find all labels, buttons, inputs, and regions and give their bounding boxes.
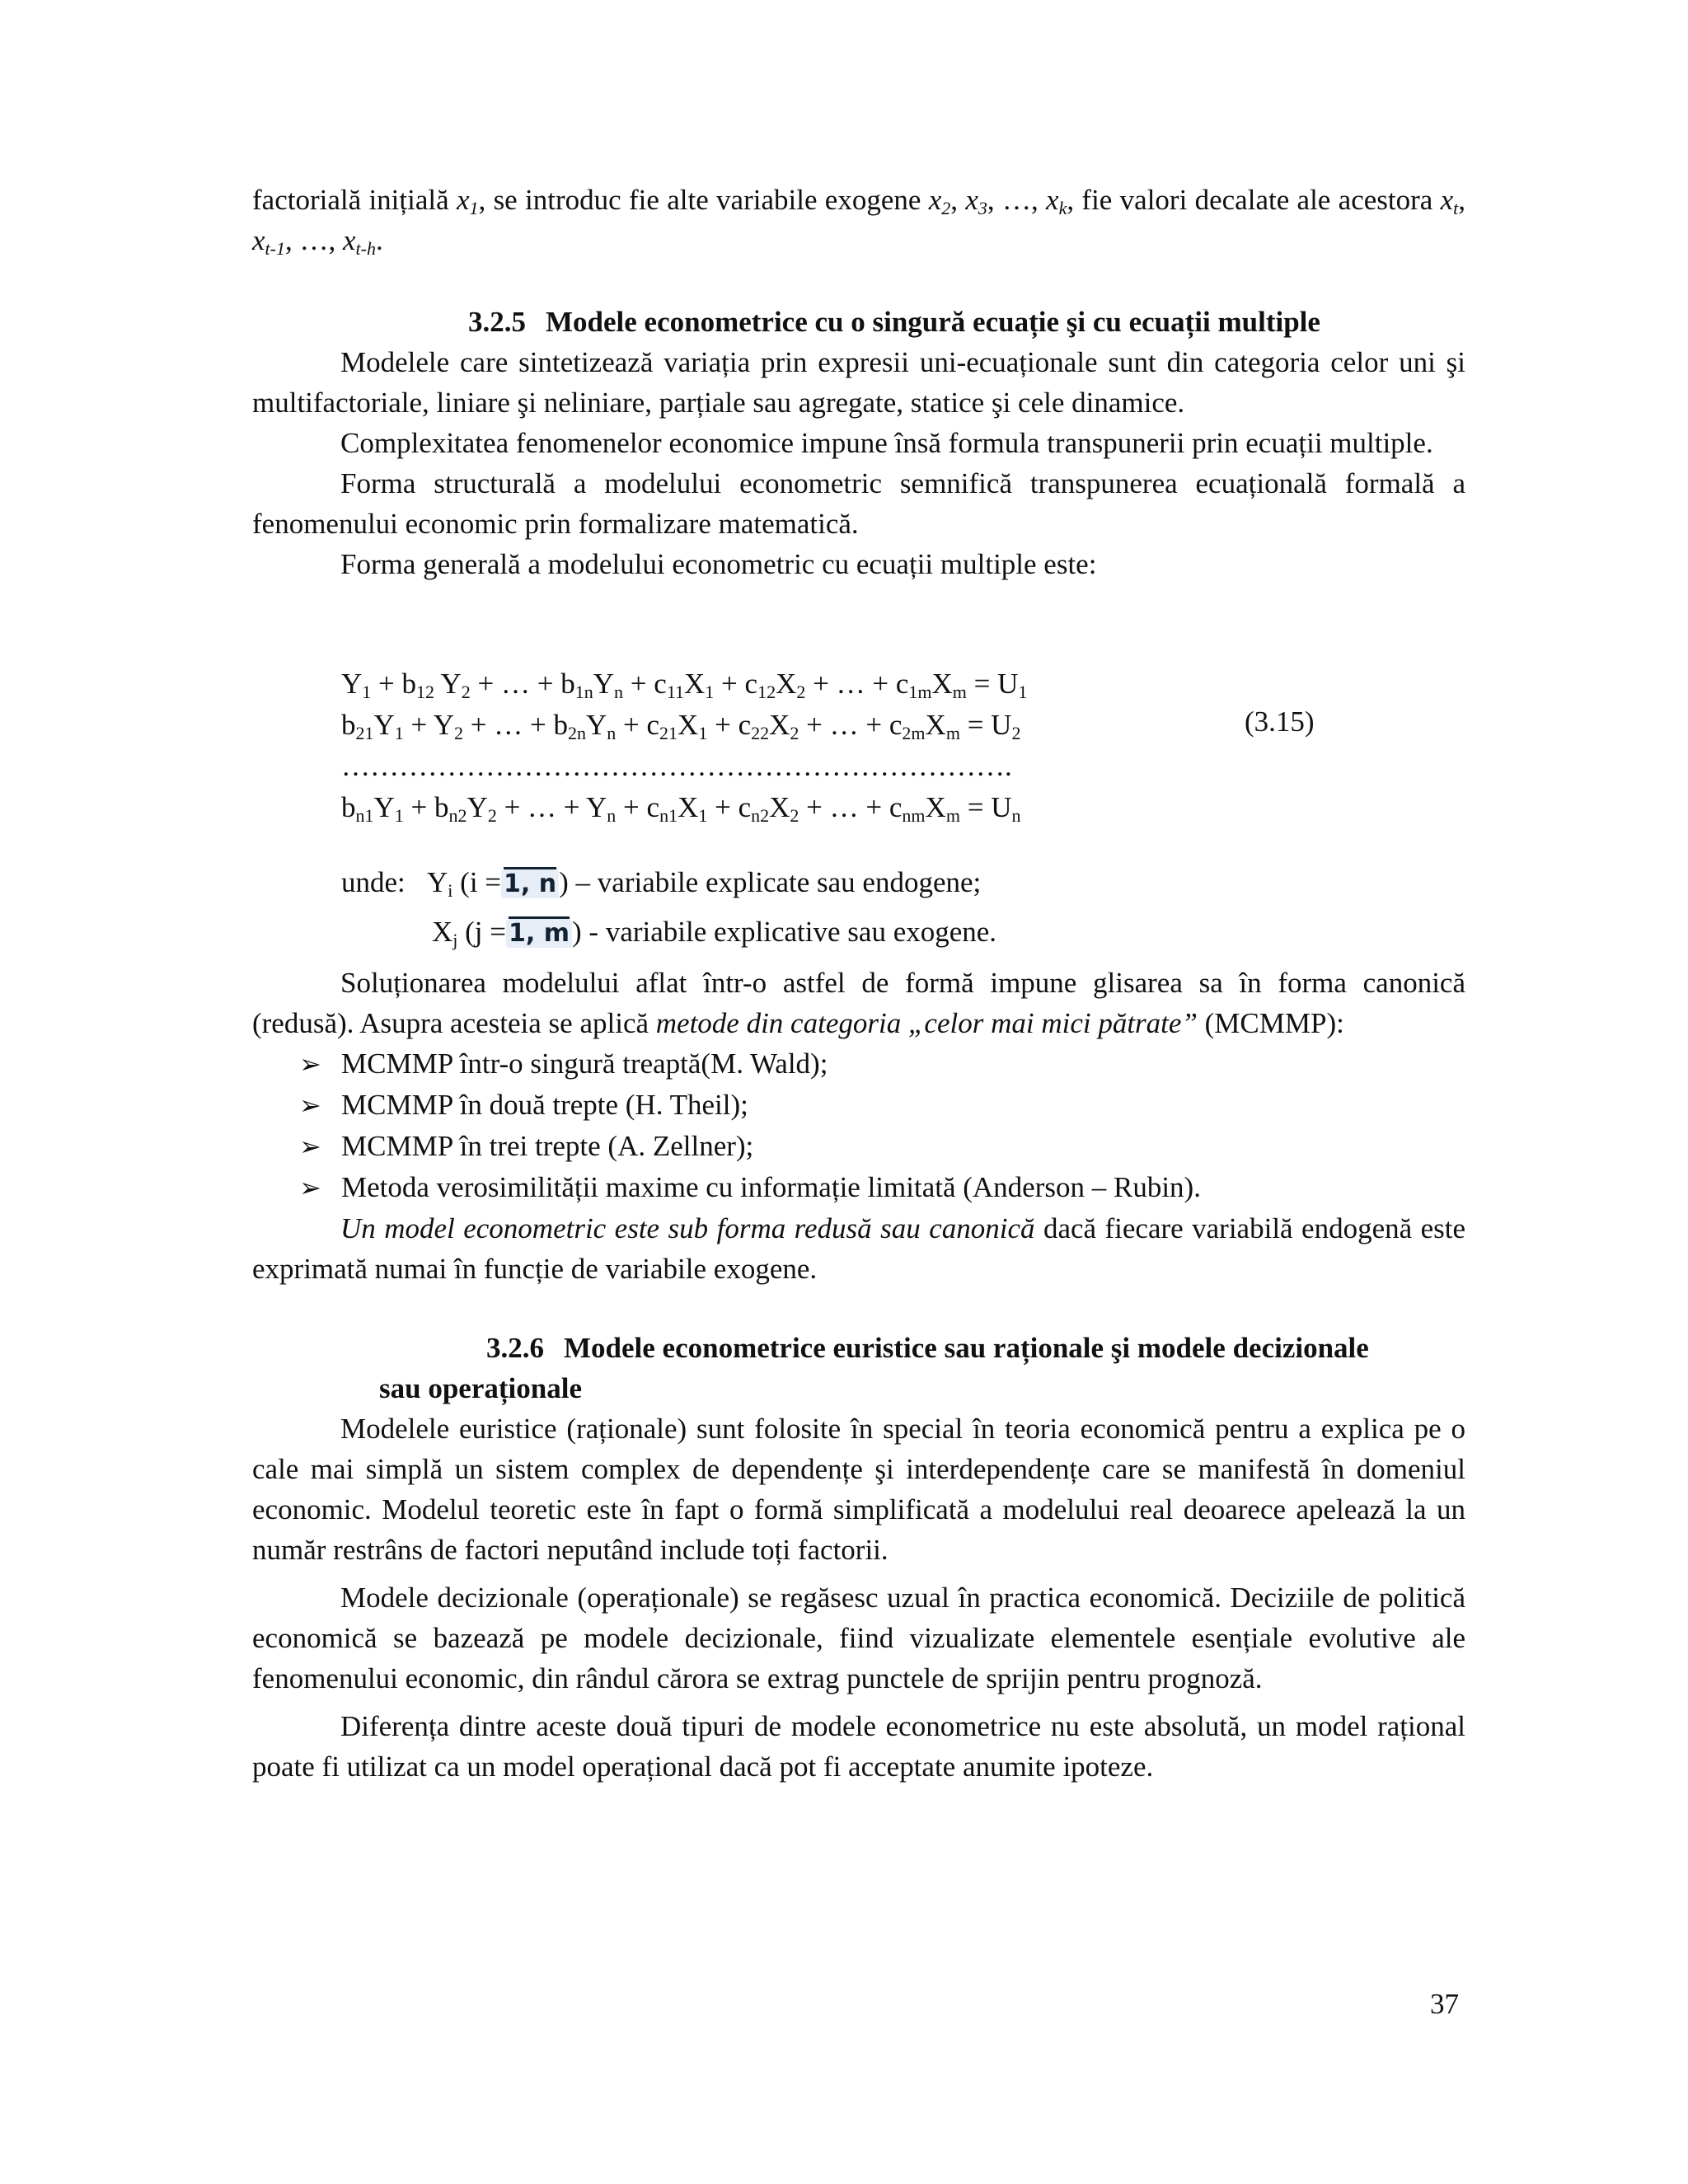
equation-subscript: 22 (751, 723, 770, 743)
var-x: x (1440, 184, 1454, 216)
equation-term: + … + c (799, 709, 903, 741)
equation-subscript: 2 (790, 723, 799, 743)
equation-subscript: 1n (574, 682, 593, 702)
equation-subscript: 1m (908, 682, 932, 702)
equation-term: + b (403, 791, 449, 823)
equation-subscript: n (607, 723, 617, 743)
arrowhead-bullet-icon: ➢ (299, 1048, 321, 1080)
definition-exogenous (432, 916, 996, 949)
equation-term: + c (623, 668, 667, 700)
equation-subscript: 2 (1011, 723, 1021, 743)
equation-row-2 (341, 705, 1027, 746)
subscript: t-h (355, 238, 376, 259)
equation-term: + c (616, 709, 660, 741)
page-number: 37 (1430, 1988, 1459, 2020)
equation-subscript: n1 (355, 805, 374, 826)
paragraph: Modelele care sintetizează variația prin expresii uni-ecuaționale sunt din categoria celor uni şi multifactoriale, liniare şi neliniare, parțiale sau agregate, statice şi cele dinamice. (252, 346, 1465, 419)
paragraph: Forma generală a modelului econometric cu ecuații multiple este: (340, 548, 1097, 580)
equation-subscript: 1 (1018, 682, 1028, 702)
paragraph-text: (MCMMP): (1197, 1007, 1344, 1039)
equation-term: + c (707, 709, 752, 741)
definition-text: ) - variabile explicative sau exogene. (572, 916, 997, 948)
paragraph (252, 1208, 1465, 1289)
equation-term: Y (593, 668, 615, 700)
equation-term: X (684, 668, 706, 700)
equation-subscript: 1 (394, 723, 404, 743)
equation-term: + Y (403, 709, 454, 741)
equation-subscript: 2 (790, 805, 799, 826)
intro-text: factorială inițială (252, 184, 457, 216)
equation-subscript: 21 (355, 723, 374, 743)
equation-term: X (925, 791, 946, 823)
section-title-continued: sau operaționale (379, 1372, 582, 1404)
equation-term: Y (585, 709, 607, 741)
equation-term: + … + c (799, 791, 903, 823)
equation-subscript: 12 (416, 682, 435, 702)
equation-term: + b (371, 668, 417, 700)
equation-term: + … + b (470, 668, 575, 700)
var-x: X (432, 916, 453, 948)
equation-term: b (341, 791, 356, 823)
section-3-2-5 (252, 302, 1465, 584)
equation-subscript: 1 (698, 723, 708, 743)
methods-list (252, 1043, 1465, 1208)
equation-term: X (769, 791, 790, 823)
index-range: 1, m (509, 919, 570, 948)
subscript: k (1058, 198, 1067, 218)
equation-subscript: 12 (757, 682, 776, 702)
equation-subscript: nm (902, 805, 926, 826)
subscript: 3 (978, 198, 987, 218)
intro-text: . (376, 224, 383, 256)
subscript: j (452, 930, 458, 950)
index-range-badge (506, 919, 572, 948)
equation-subscript: 1 (698, 805, 708, 826)
equation-subscript: n (614, 682, 624, 702)
section-heading (252, 302, 1465, 342)
equation-term: Y (373, 791, 395, 823)
emphasis: metode din categoria „celor mai mici pătrate” (655, 1007, 1198, 1039)
intro-text: , (1458, 184, 1466, 216)
equation-subscript: 2 (487, 805, 497, 826)
equation-subscript: m (952, 682, 967, 702)
list-item-text: MCMMP într-o singură treaptă(M. Wald); (341, 1047, 828, 1080)
equation-subscript: 2 (796, 682, 806, 702)
equation-row-n (341, 787, 1027, 828)
paragraph: Complexitatea fenomenelor economice impune însă formula transpunerii prin ecuații multiple. (340, 427, 1433, 459)
section-heading (252, 1328, 1465, 1368)
paragraph: Diferența dintre aceste două tipuri de modele econometrice nu este absolută, un model rațional poate fi utilizat ca un model operațional dacă pot fi acceptate anumite ipoteze. (252, 1710, 1465, 1783)
paragraph-text: dacă fiecare variabilă endogenă este exprimată numai în funcție de variabile exogene. (252, 1212, 1466, 1285)
section-number: 3.2.6 (486, 1332, 544, 1364)
equation-term: X (678, 791, 699, 823)
definition-text: ) – variabile explicate sau endogene; (559, 866, 982, 898)
solution-block (252, 963, 1465, 1289)
equation-term: X (678, 709, 699, 741)
subscript: i (448, 880, 453, 901)
definition-endogenous (341, 866, 981, 899)
equation-subscript: 2 (454, 723, 463, 743)
var-x: x (1046, 184, 1059, 216)
var-x: x (928, 184, 942, 216)
equation-term: Y (341, 668, 363, 700)
var-x: x (456, 184, 470, 216)
equation-term: + c (707, 791, 752, 823)
section-title: Modele econometrice euristice sau raționale şi modele decizionale (564, 1332, 1369, 1364)
equation-term: Y (467, 791, 488, 823)
arrowhead-bullet-icon: ➢ (299, 1090, 321, 1121)
list-item (252, 1167, 1465, 1208)
equation-term: + … + b (463, 709, 568, 741)
list-item-text: MCMMP în trei trepte (A. Zellner); (341, 1130, 754, 1162)
equation-subscript: 21 (659, 723, 678, 743)
list-item (252, 1085, 1465, 1126)
intro-text: , se introduc fie alte variabile exogene (478, 184, 929, 216)
equation-subscript: 2n (567, 723, 586, 743)
equation-term: + c (616, 791, 660, 823)
equation-subscript: 11 (666, 682, 684, 702)
paragraph: Modelele euristice (raționale) sunt folosite în special în teoria economică pentru a explica pe o cale mai simplă un sistem complex de dependențe şi interdependențe care se manifestă în domeniul economic. Modelul teoretic este în fapt o formă simplificată a modelului real deoarece apelează la un număr restrâns de factori neputând include toți factorii. (252, 1413, 1465, 1566)
equation-subscript: n2 (751, 805, 770, 826)
definition-text: (j = (457, 916, 507, 948)
equation-term: b (341, 709, 356, 741)
equation-subscript: n (607, 805, 617, 826)
var-x: x (343, 224, 356, 256)
subscript: 1 (469, 198, 479, 218)
section-title: Modele econometrice cu o singură ecuație şi cu ecuații multiple (546, 306, 1320, 338)
equation-term: = U (959, 709, 1012, 741)
equation-subscript: n1 (659, 805, 678, 826)
var-x: x (252, 224, 265, 256)
equation-term: X (769, 709, 790, 741)
emphasis: Un model econometric este sub forma redusă sau canonică (340, 1212, 1035, 1244)
list-item-text: MCMMP în două trepte (H. Theil); (341, 1089, 748, 1121)
equation-subscript: m (945, 805, 960, 826)
equation-system (341, 663, 1027, 828)
intro-text: , …, (987, 184, 1047, 216)
equation-subscript: 1 (705, 682, 715, 702)
list-item (252, 1126, 1465, 1167)
paragraph (252, 963, 1465, 1043)
paragraph: Modele decizionale (operaționale) se regăsesc uzual în practica economică. Deciziile de politică economică se bazează pe modele decizionale, fiind vizualizate elementele esențiale evolutive ale fenomenului economic, din rândul cărora se extrag punctele de sprijin pentru prognoză. (252, 1582, 1465, 1694)
equation-subscript: 2 (461, 682, 471, 702)
equation-term: + … + Y (496, 791, 607, 823)
subscript: t (1453, 198, 1459, 218)
equation-term: = U (959, 791, 1012, 823)
intro-paragraph (252, 180, 1465, 260)
equation-term: X (925, 709, 946, 741)
paragraph-text: Soluționarea modelului aflat într-o astfel de formă impune glisarea sa în forma canonică (redusă). Asupra acesteia se aplică (252, 967, 1465, 1039)
equation-term: = U (966, 668, 1019, 700)
equation-term: + c (714, 668, 758, 700)
paragraph: Forma structurală a modelului econometric semnifică transpunerea ecuațională formală a fenomenului economic prin formalizare matematică. (252, 467, 1465, 540)
var-y: Y (427, 866, 448, 898)
section-3-2-6 (252, 1328, 1465, 1787)
equation-subscript: n (1011, 805, 1021, 826)
equation-row-1 (341, 663, 1027, 705)
equation-term: Y (434, 668, 462, 700)
equation-subscript: 1 (362, 682, 372, 702)
definition-lead: unde: (341, 866, 406, 898)
list-item (252, 1043, 1465, 1085)
subscript: t-1 (265, 238, 285, 259)
equation-subscript: n2 (448, 805, 467, 826)
equation-term: + … + c (805, 668, 909, 700)
equation-term: X (776, 668, 797, 700)
intro-text: , fie valori decalate ale acestora (1067, 184, 1441, 216)
arrowhead-bullet-icon: ➢ (299, 1172, 321, 1203)
intro-text: , (950, 184, 966, 216)
equation-number: (3.15) (1245, 705, 1315, 738)
arrowhead-bullet-icon: ➢ (299, 1131, 321, 1162)
var-x: x (965, 184, 978, 216)
section-number: 3.2.5 (468, 306, 526, 338)
index-range-badge (501, 869, 559, 898)
equation-term: X (931, 668, 953, 700)
equation-ellipsis: ……………………………………………………………. (341, 750, 1012, 782)
index-range: 1, n (504, 869, 557, 898)
intro-text: , …, (285, 224, 343, 256)
equation-subscript: m (945, 723, 960, 743)
subscript: 2 (941, 198, 951, 218)
equation-subscript: 1 (394, 805, 404, 826)
equation-subscript: 2m (902, 723, 926, 743)
equation-term: Y (373, 709, 395, 741)
list-item-text: Metoda verosimilității maxime cu informație limitată (Anderson – Rubin). (341, 1171, 1201, 1203)
definition-text: (i = (452, 866, 502, 898)
